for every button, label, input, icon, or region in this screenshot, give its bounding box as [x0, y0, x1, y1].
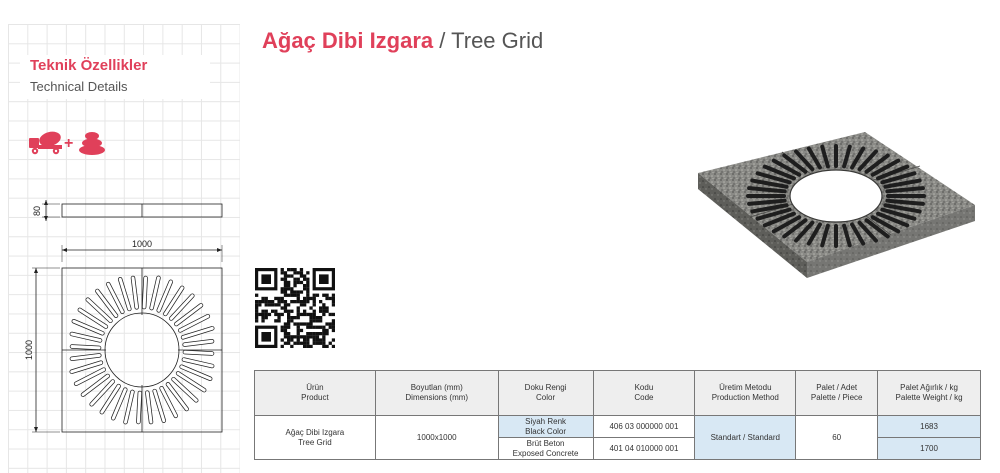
stacked-stones-icon — [79, 132, 105, 155]
drawing-slot-inner — [72, 363, 101, 372]
title-tr: Ağaç Dibi Izgara — [262, 28, 434, 53]
drawing-slot-inner — [133, 278, 137, 307]
thickness-label: 80 — [32, 205, 42, 217]
table-header-row — [255, 371, 981, 416]
header-code: Kodu Code — [593, 371, 695, 416]
drawing-slot-inner — [152, 278, 159, 308]
header-production-method: Üretim Metodu Production Method — [695, 371, 796, 416]
table-row — [255, 416, 981, 438]
page-title — [262, 28, 543, 54]
cell-weight: 1683 — [878, 416, 981, 438]
drawing-slot-inner — [72, 355, 99, 358]
drawing-slot-inner — [138, 393, 139, 422]
plus-sign: + — [64, 135, 74, 152]
drawing-slot-inner — [185, 341, 212, 344]
drawing-slot-inner — [120, 279, 129, 309]
title-en: Tree Grid — [451, 28, 544, 53]
cell-code: 401 04 010000 001 — [593, 438, 695, 460]
drawing-slot-inner — [126, 392, 133, 422]
concrete-mixer-truck-icon — [29, 129, 62, 154]
drawing-slot-inner — [144, 278, 145, 307]
header-palette-weight: Palet Ağırlık / kg Palette Weight / kg — [878, 371, 981, 416]
spec-title-en: Technical Details — [30, 79, 128, 94]
header-dimensions: Boyutlan (mm) Dimensions (mm) — [375, 371, 498, 416]
drawing-slot-inner — [72, 346, 99, 347]
header-product: Ürün Product — [255, 371, 376, 416]
header-color: Doku Rengi Color — [498, 371, 593, 416]
cell-dimensions: 1000x1000 — [375, 416, 498, 460]
drawing-slot-inner — [183, 328, 212, 337]
product-image — [690, 125, 980, 283]
drawing-slot-inner — [147, 393, 151, 422]
spec-title-tr: Teknik Özellikler — [30, 57, 148, 74]
cell-code: 406 03 000000 001 — [593, 416, 695, 438]
cell-color: Brüt Beton Exposed Concrete — [498, 438, 593, 460]
cell-pieces: 60 — [796, 416, 878, 460]
cell-method: Standart / Standard — [695, 416, 796, 460]
cell-product: Ağaç Dibi Izgara Tree Grid — [255, 416, 376, 460]
drawing-slot-inner — [185, 352, 212, 353]
technical-drawing — [24, 186, 236, 473]
material-icons — [28, 128, 110, 158]
cell-weight: 1700 — [878, 438, 981, 460]
drawing-slot-inner — [155, 391, 164, 421]
cell-color: Siyah Renk Black Color — [498, 416, 593, 438]
spec-table — [254, 370, 981, 460]
header-palette-piece: Palet / Adet Palette / Piece — [796, 371, 878, 416]
width-label: 1000 — [131, 239, 153, 249]
qr-code-icon — [255, 268, 335, 348]
title-separator: / — [439, 28, 446, 53]
technical-details-heading — [20, 55, 210, 99]
height-label: 1000 — [24, 339, 34, 361]
